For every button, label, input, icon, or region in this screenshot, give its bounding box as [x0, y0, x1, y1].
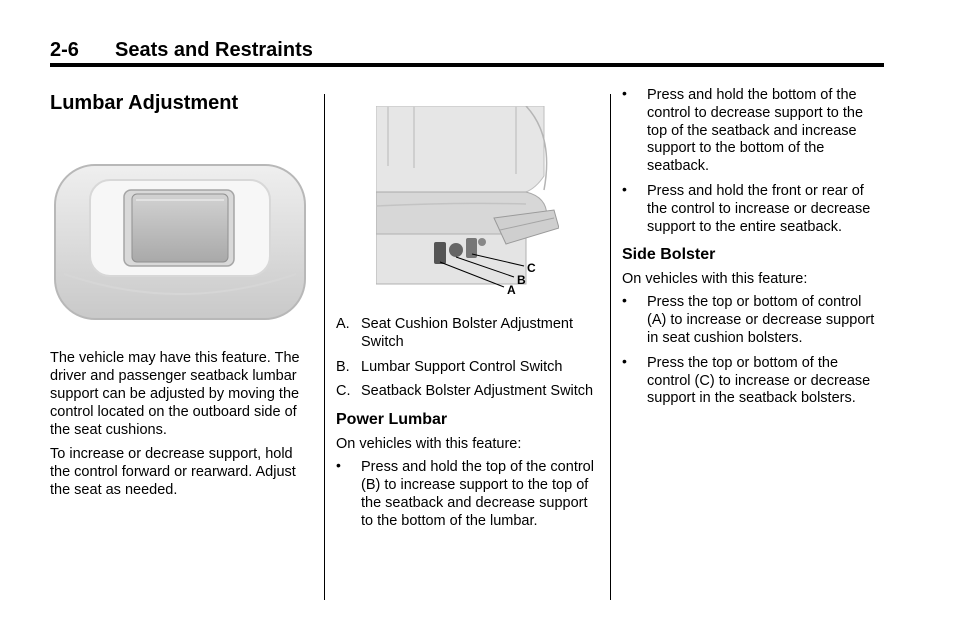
column-2 [336, 316, 598, 537]
callout-c: C [527, 261, 536, 275]
callout-a: A [507, 283, 516, 296]
column-divider [610, 94, 611, 600]
page-header [50, 38, 884, 66]
caption-letter: C. [336, 383, 351, 400]
seat-controls-illustration [376, 106, 559, 296]
power-lumbar-heading: Power Lumbar [336, 411, 448, 429]
bullet-item: • Press and hold the top of the control (B) to increase support to the top of the seatback and decrease support to the bottom of the lumbar. [336, 459, 598, 530]
column-1-body [50, 349, 312, 505]
caption-text: Seatback Bolster Adjustment Switch [361, 383, 594, 400]
caption-item [336, 316, 598, 352]
column-3 [622, 87, 884, 415]
lumbar-switch-illustration [54, 164, 306, 320]
bullet-item: • Press and hold the front or rear of the control to increase or decrease support to the entire seatback. [622, 183, 884, 236]
caption-letter: A. [336, 316, 350, 332]
callout-b: B [517, 273, 526, 287]
power-lumbar-intro: On vehicles with this feature: [336, 436, 522, 453]
caption-text: Lumbar Support Control Switch [361, 358, 563, 375]
caption-letter: B. [336, 358, 350, 375]
paragraph: To increase or decrease support, hold the control forward or rearward. Adjust the seat as needed. [50, 446, 296, 498]
lumbar-switch-b [449, 243, 463, 257]
bolster-switch-a [434, 242, 446, 264]
bullet-item: • Press and hold the bottom of the control to decrease support to the top of the seatback and increase support to the bottom of the seatback. [622, 87, 884, 176]
caption-item [336, 359, 598, 377]
paragraph: The vehicle may have this feature. The driver and passenger seatback lumbar support can be adjusted by moving the control located on the outboard side of the seat cushions. [50, 350, 300, 438]
caption-item [336, 383, 598, 401]
column-1 [50, 86, 312, 115]
section-title: Seats and Restraints [115, 39, 313, 61]
column-divider [324, 94, 325, 600]
lumbar-heading: Lumbar Adjustment [50, 92, 239, 114]
side-bolster-heading: Side Bolster [622, 246, 716, 264]
side-bolster-intro: On vehicles with this feature: [622, 271, 808, 288]
header-rule [50, 63, 884, 67]
bullet-item: • Press the top or bottom of the control (C) to increase or decrease support in the seatback bolsters. [622, 355, 884, 408]
bullet-item: • Press the top or bottom of control (A) to increase or decrease support in seat cushion bolsters. [622, 294, 884, 347]
page-number: 2-6 [50, 39, 79, 61]
caption-text: Seat Cushion Bolster Adjustment Switch [361, 316, 573, 350]
